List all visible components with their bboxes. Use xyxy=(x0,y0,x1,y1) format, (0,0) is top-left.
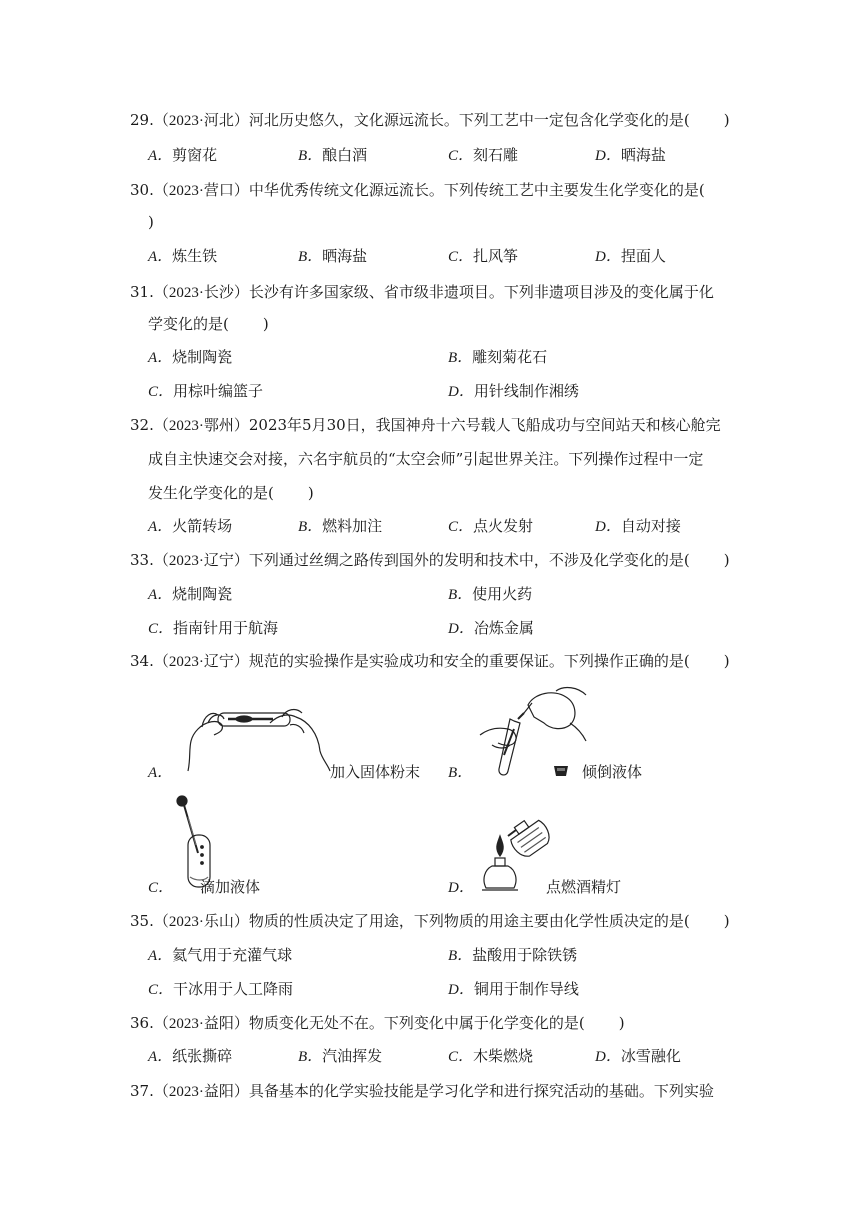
question-30-option-a[interactable]: A．炼生铁 xyxy=(148,247,218,265)
question-29-option-d[interactable]: D．晒海盐 xyxy=(595,146,666,164)
question-36-option-c[interactable]: C．木柴燃烧 xyxy=(448,1047,534,1065)
question-36-option-d[interactable]: D．冰雪融化 xyxy=(595,1047,681,1065)
question-30-option-b[interactable]: B．晒海盐 xyxy=(298,247,368,265)
question-34-stem: 34.（2023·辽宁）规范的实验操作是实验成功和安全的重要保证。下列操作正确的是( ) xyxy=(130,652,730,670)
question-34-option-c[interactable]: C． xyxy=(148,880,174,896)
question-32-option-a[interactable]: A．火箭转场 xyxy=(148,517,233,535)
question-32-option-d[interactable]: D．自动对接 xyxy=(595,517,681,535)
question-30-option-c[interactable]: C．扎风筝 xyxy=(448,247,519,265)
question-35-option-a[interactable]: A．氦气用于充灌气球 xyxy=(148,946,293,964)
question-36-option-a[interactable]: A．纸张撕碎 xyxy=(148,1047,233,1065)
hands-test-tube-spatula-icon xyxy=(178,693,333,773)
question-31-option-c[interactable]: C．用棕叶编篮子 xyxy=(148,382,264,400)
question-30-option-d[interactable]: D．捏面人 xyxy=(595,247,666,265)
question-33-option-d[interactable]: D．冶炼金属 xyxy=(448,619,534,637)
question-36-option-b[interactable]: B．汽油挥发 xyxy=(298,1047,383,1065)
question-32-stem: 32.（2023·鄂州）2023年5月30日，我国神舟十六号载人飞船成功与空间站天和核心舱完 xyxy=(130,416,721,434)
question-36-stem: 36.（2023·益阳）物质变化无处不在。下列变化中属于化学变化的是( ) xyxy=(130,1014,625,1032)
question-34-option-b-label: 倾倒液体 xyxy=(582,763,643,781)
question-35-option-c[interactable]: C．干冰用于人工降雨 xyxy=(148,980,294,998)
question-31-stem-cont: 学变化的是( ) xyxy=(148,315,269,333)
question-34-option-a-label: 加入固体粉末 xyxy=(330,763,421,781)
question-34-option-a[interactable]: A． xyxy=(148,765,173,781)
dropper-test-tube-icon xyxy=(174,795,214,890)
question-33-option-b[interactable]: B．使用火药 xyxy=(448,585,533,603)
question-31-option-a[interactable]: A．烧制陶瓷 xyxy=(148,348,233,366)
question-32-option-b[interactable]: B．燃料加注 xyxy=(298,517,383,535)
question-33-stem: 33.（2023·辽宁）下列通过丝绸之路传到国外的发明和技术中，不涉及化学变化的是( ) xyxy=(130,551,730,569)
question-34-option-d[interactable]: D． xyxy=(448,880,474,896)
question-31-option-d[interactable]: D．用针线制作湘绣 xyxy=(448,382,579,400)
question-29-stem: 29.（2023·河北）河北历史悠久，文化源远流长。下列工艺中一定包含化学变化的是( ) xyxy=(130,111,730,129)
question-35-option-b[interactable]: B．盐酸用于除铁锈 xyxy=(448,946,578,964)
question-33-option-c[interactable]: C．指南针用于航海 xyxy=(148,619,279,637)
question-32-option-c[interactable]: C．点火发射 xyxy=(448,517,534,535)
question-30-stem: 30.（2023·营口）中华优秀传统文化源远流长。下列传统工艺中主要发生化学变化的是( xyxy=(130,181,705,199)
question-34-option-b[interactable]: B． xyxy=(448,765,473,781)
question-29-option-a[interactable]: A．剪窗花 xyxy=(148,146,218,164)
question-32-stem-cont: 成自主快速交会对接，六名宇航员的“太空会师”引起世界关注。下列操作过程中一定 xyxy=(148,450,704,468)
question-31-stem: 31.（2023·长沙）长沙有许多国家级、省市级非遗项目。下列非遗项目涉及的变化属于化 xyxy=(130,283,714,301)
question-37-stem: 37.（2023·益阳）具备基本的化学实验技能是学习化学和进行探究活动的基础。下列实验 xyxy=(130,1082,714,1100)
question-35-stem: 35.（2023·乐山）物质的性质决定了用途，下列物质的用途主要由化学性质决定的是( ) xyxy=(130,912,730,930)
question-30-paren-close: ) xyxy=(148,213,154,231)
question-33-option-a[interactable]: A．烧制陶瓷 xyxy=(148,585,233,603)
question-31-option-b[interactable]: B．雕刻菊花石 xyxy=(448,348,548,366)
question-29-option-c[interactable]: C．刻石雕 xyxy=(448,146,519,164)
question-32-stem-cont2: 发生化学变化的是( ) xyxy=(148,484,314,502)
pouring-liquid-icon xyxy=(478,683,588,778)
bottle-stopper-icon xyxy=(552,765,570,777)
question-29-option-b[interactable]: B．酿白酒 xyxy=(298,146,368,164)
question-35-option-d[interactable]: D．铜用于制作导线 xyxy=(448,980,579,998)
question-34-option-c-label: 滴加液体 xyxy=(200,878,261,896)
question-34-option-d-label: 点燃酒精灯 xyxy=(546,878,622,896)
